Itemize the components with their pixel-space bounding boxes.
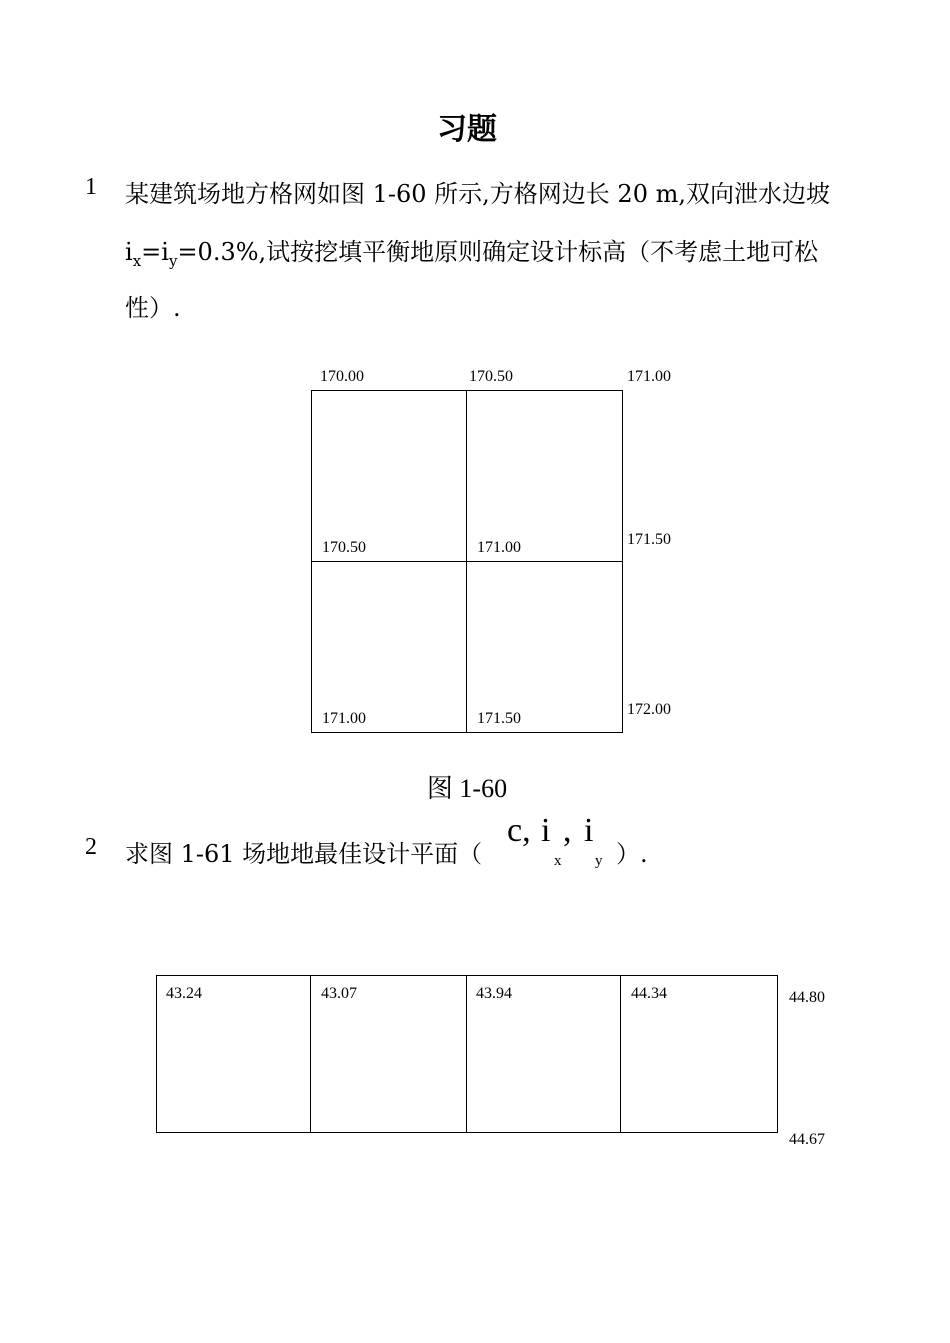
symbol-c: c, <box>507 812 531 849</box>
symbol-i: i <box>125 238 133 266</box>
symbol-i: i <box>541 812 551 849</box>
question-2-text: 求图 1-61 场地地最佳设计平面（ <box>125 840 483 868</box>
symbol-eq-i: =i <box>141 238 169 266</box>
subscript-x: x <box>554 853 562 869</box>
subscript-y: y <box>595 853 603 869</box>
question-1-number: 1 <box>85 174 97 200</box>
question-2-close: ）. <box>616 840 648 868</box>
symbol-comma: , <box>563 812 572 849</box>
figure-caption: 图 1-60 <box>426 774 508 803</box>
elevation-label: 171.00 <box>477 539 521 556</box>
page-title: 习题 <box>437 112 497 147</box>
question-1-line-3: 性）. <box>125 294 181 322</box>
elevation-label: 43.07 <box>321 985 357 1002</box>
elevation-label: 44.67 <box>789 1131 825 1148</box>
grid-horizontal-divider <box>311 561 623 562</box>
elevation-label: 171.00 <box>627 368 671 385</box>
elevation-label: 171.50 <box>477 710 521 727</box>
grid-vertical-divider <box>466 975 467 1133</box>
grid-vertical-divider <box>310 975 311 1133</box>
question-1-line-1: 某建筑场地方格网如图 1-60 所示,方格网边长 20 m,双向泄水边坡 <box>125 180 830 208</box>
symbol-i: i <box>584 812 594 849</box>
grid-outline <box>156 975 778 1133</box>
elevation-label: 44.80 <box>789 989 825 1006</box>
elevation-label: 171.00 <box>322 710 366 727</box>
grid-vertical-divider <box>620 975 621 1133</box>
elevation-label: 43.24 <box>166 985 202 1002</box>
elevation-label: 44.34 <box>631 985 667 1002</box>
elevation-label: 43.94 <box>476 985 512 1002</box>
elevation-label: 170.00 <box>320 368 364 385</box>
subscript-x: x <box>132 251 142 270</box>
subscript-y: y <box>168 251 178 270</box>
question-1-line-2 <box>125 232 818 270</box>
elevation-label: 172.00 <box>627 701 671 718</box>
elevation-label: 170.50 <box>469 368 513 385</box>
elevation-label: 170.50 <box>322 539 366 556</box>
elevation-label: 171.50 <box>627 531 671 548</box>
question-1-line-2-rest: =0.3%,试按挖填平衡地原则确定设计标高（不考虑土地可松 <box>177 238 819 266</box>
question-2-number: 2 <box>85 834 97 860</box>
